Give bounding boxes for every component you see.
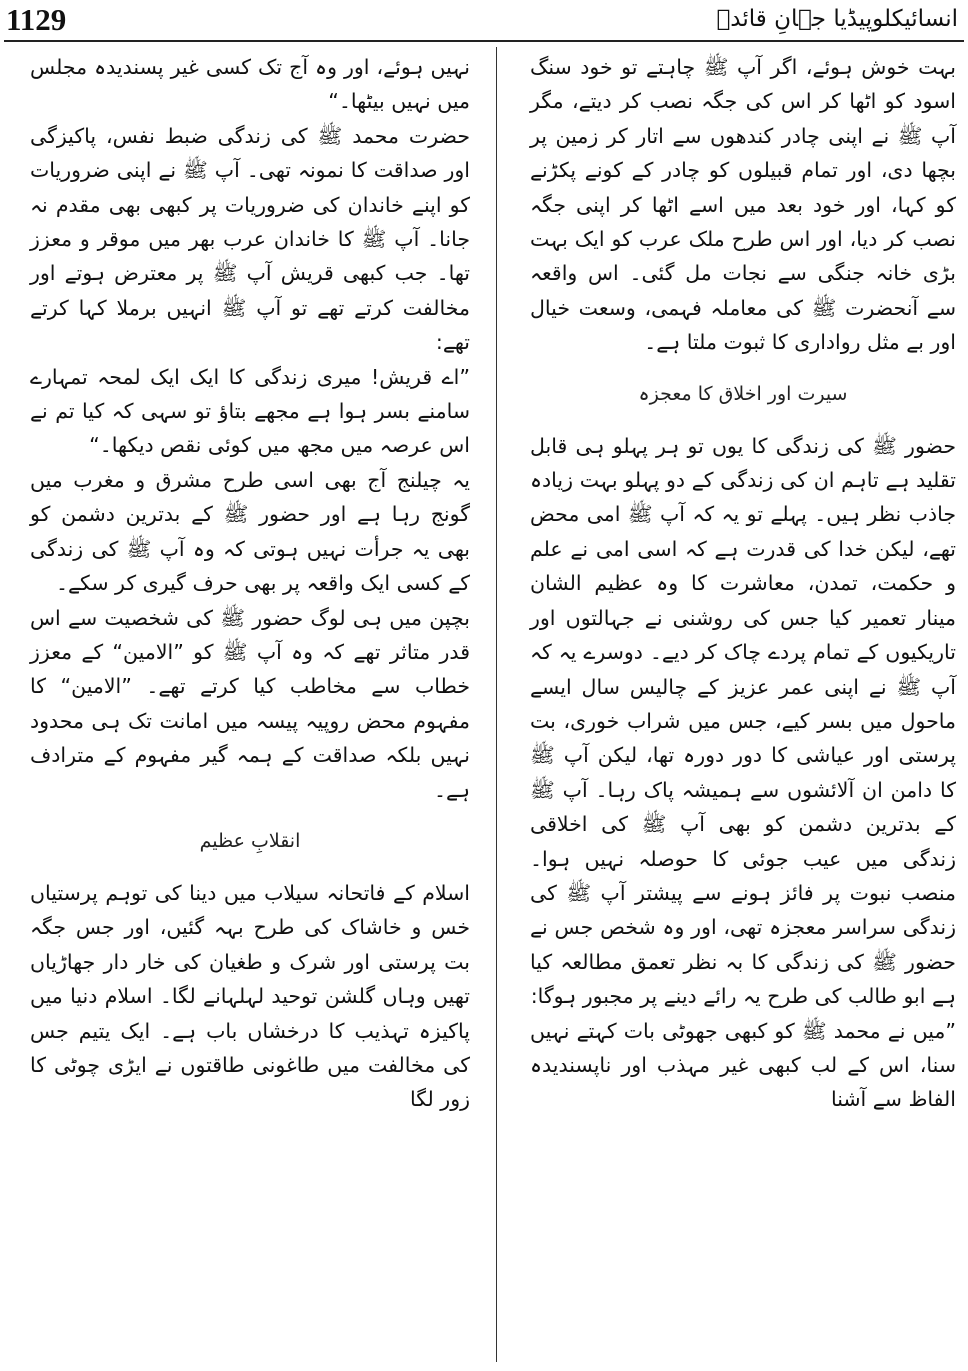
left-column [30, 50, 470, 1117]
right-paragraph-3: ”میں نے محمد ﷺ کو کبھی جھوٹی بات کہتے نہیں سنا، اس کے لب کبھی غیر مہذب اور ناپسندیدہ الفاظ سے آشنا [530, 1018, 956, 1112]
left-paragraph-6: اسلام کے فاتحانہ سیلاب میں دینا کی توہم پرستیاں خس و خاشاک کی طرح بہہ گئیں، اور جس جگہ بت پرستی اور شرک و طغیان کی خار دار جھاڑیاں تھیں وہاں گلشن توحید لہلہانے لگا۔ اسلام دنیا میں پاکیزہ تہذیب کا درخشاں باب ہے۔ ایک یتیم جس کی مخالفت میں طاغونی طاقتوں نے ایڑی چوٹی کا زور لگا [30, 880, 470, 1112]
left-paragraph-5: بچپن میں ہی لوگ حضور ﷺ کی شخصیت سے اس قدر متاثر تھے کہ وہ آپ ﷺ کو ”الامین“ کے معزز خطاب سے مخاطب کیا کرتے تھے۔ ”الامین“ کا مفہوم محض روپیہ پیسہ میں امانت تک ہی محدود نہیں بلکہ صداقت کے ہمہ گیر مفہوم کے مترادف ہے۔ [30, 605, 470, 802]
page-number: 1129 [6, 2, 67, 37]
left-paragraph-1: نہیں ہوئے، اور وہ آج تک کسی غیر پسندیدہ مجلس میں نہیں بیٹھا۔“ [30, 55, 470, 114]
right-column [530, 50, 956, 1117]
header-rule [4, 40, 964, 42]
left-paragraph-2: حضرت محمد ﷺ کی زندگی ضبط نفس، پاکیزگی اور صداقت کا نمونہ تھی۔ آپ ﷺ نے اپنی ضروریات کو اپنے خاندان کی ضروریات پر کبھی بھی مقدم نہ جانا۔ آپ ﷺ کا خاندان عرب بھر میں موقر و معزز تھا۔ جب کبھی قریش آپ ﷺ پر معترض ہوتے اور مخالفت کرتے تھے تو آپ ﷺ انہیں برملا کہا کرتے تھے: [30, 123, 470, 355]
running-head: انسائیکلوپیڈیا جہانِ قائدؒ [716, 6, 958, 32]
left-paragraph-4: یہ چیلنج آج بھی اسی طرح مشرق و مغرب میں گونج رہا ہے اور حضور ﷺ کے بدترین دشمن کو بھی یہ جرأت نہیں ہوتی کہ وہ آپ ﷺ کی زندگی کے کسی ایک واقعہ پر بھی حرف گیری کر سکے۔ [30, 467, 470, 596]
left-paragraph-3: ”اے قریش! میری زندگی کا ایک ایک لمحہ تمہارے سامنے بسر ہوا ہے مجھے بتاؤ تو سہی کہ کیا تم نے اس عرصہ میں مجھ میں کوئی نقص دیکھا۔“ [30, 364, 470, 458]
right-paragraph-2: حضور ﷺ کی زندگی کا یوں تو ہر پہلو ہی قابل تقلید ہے تاہم ان کی زندگی کے دو پہلو بہت زیادہ جاذب نظر ہیں۔ پہلے تو یہ کہ آپ ﷺ امی محض تھے، لیکن خدا کی قدرت ہے کہ اسی امی نے علم و حکمت، تمدن، معاشرت کا وہ عظیم الشان مینار تعمیر کیا جس کی روشنی نے جہالتوں اور تاریکیوں کے تمام پردے چاک کر دیے۔ دوسرے یہ کہ آپ ﷺ نے اپنی عمر عزیز کے چالیس سال ایسے ماحول میں بسر کیے، جس میں شراب خوری، بت پرستی اور عیاشی کا دور دورہ تھا، لیکن آپ ﷺ کا دامن ان آلائشوں سے ہمیشہ پاک رہا۔ آپ ﷺ کے بدترین دشمن کو بھی آپ ﷺ کی اخلاقی زندگی میں عیب جوئی کا حوصلہ نہیں ہوا۔ منصب نبوت پر فائز ہونے سے پیشتر آپ ﷺ کی زندگی سراسر معجزہ تھی، اور وہ شخص جس نے حضور ﷺ کی زندگی کا بہ نظر تعمق مطالعہ کیا ہے ابو طالب کی طرح یہ رائے دینے پر مجبور ہوگا: [530, 433, 956, 1009]
section-heading-inqilab: انقلابِ عظیم [199, 829, 301, 852]
section-heading-seerat: سیرت اور اخلاق کا معجزہ [638, 382, 848, 405]
column-divider [496, 47, 497, 1362]
right-paragraph-1: بہت خوش ہوئے، اگر آپ ﷺ چاہتے تو خود سنگ اسود کو اٹھا کر اس کی جگہ نصب کر دیتے، مگر آپ ﷺ نے اپنی چادر کندھوں سے اتار کر زمین پر بچھا دی، اور تمام قبیلوں کو چادر کے کونے پکڑنے کو کہا، اور خود بعد میں اسے اٹھا کر اپنی جگہ نصب کر دیا، اور اس طرح ملک عرب کو ایک بہت بڑی خانہ جنگی سے نجات مل گئی۔ اس واقعہ سے آنحضرت ﷺ کی معاملہ فہمی، وسعت خیال اور بے مثل رواداری کا ثبوت ملتا ہے۔ [530, 55, 956, 355]
